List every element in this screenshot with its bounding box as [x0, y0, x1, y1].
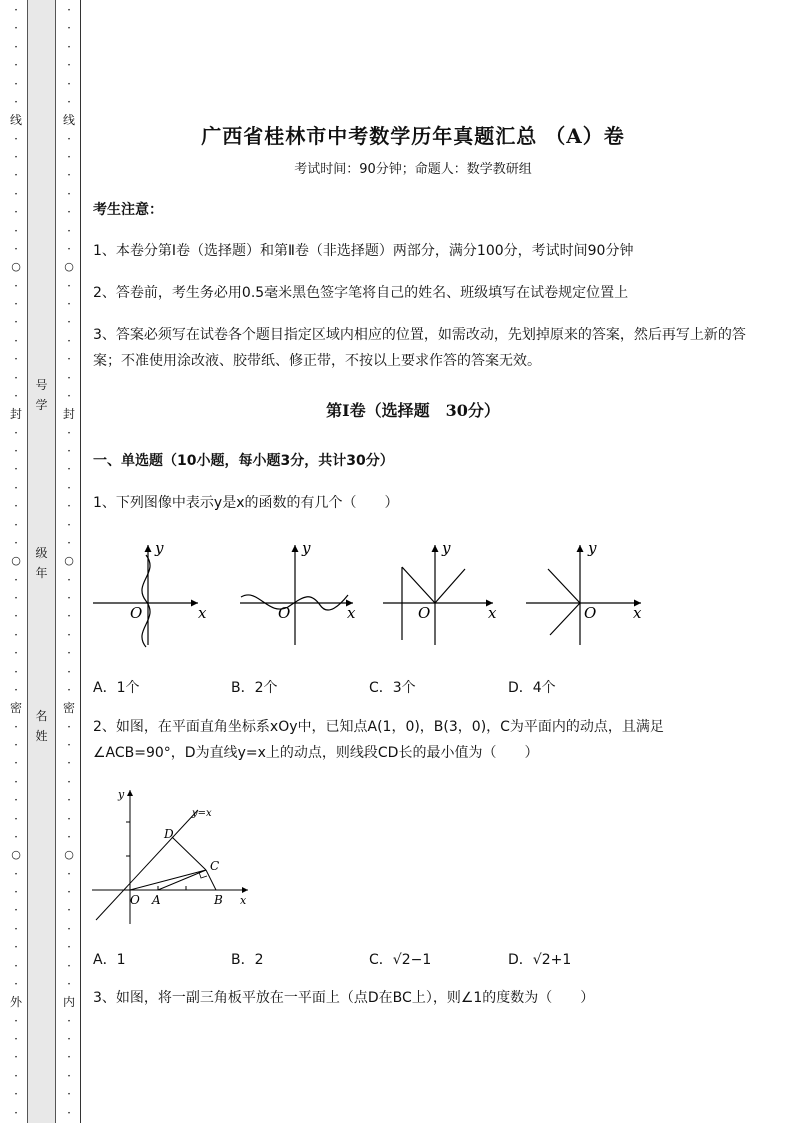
- q2-option-c[interactable]: C．√2−1: [369, 952, 432, 968]
- graph-1-x-label: x: [198, 604, 207, 622]
- graph-2: [240, 539, 356, 645]
- q1-option-b[interactable]: B．2个: [231, 680, 278, 696]
- q2-option-d[interactable]: D．√2+1: [508, 952, 572, 968]
- circle-mark: ○: [64, 260, 74, 274]
- circle-mark: ○: [64, 848, 74, 862]
- question-3-stem: 3、如图，将一副三角板平放在一平面上（点D在BC上），则∠1的度数为（ ）: [93, 990, 595, 1006]
- graph-2-origin-label: O: [278, 604, 291, 622]
- graph-1: [93, 539, 207, 647]
- notice-item-1: 1、本卷分第I卷（选择题）和第Ⅱ卷（非选择题）两部分，满分100分，考试时间90分钟: [93, 243, 634, 259]
- page-title: 广西省桂林市中考数学历年真题汇总 （A）卷: [201, 124, 625, 148]
- circle-mark: ○: [64, 554, 74, 568]
- outer-dot-column: · · · · · · 线 · · · · · · · ○ · · · · · · · 封 · · · · · · · ○ · · · · · · · 密 · · · · · · · ○ · · · · · · · 外 · · · · · ·: [9, 3, 22, 1120]
- question-2-figure: [88, 782, 258, 927]
- fig2-point-a: A: [152, 893, 161, 907]
- inner-label-xian: 线: [62, 113, 75, 128]
- graph-2-x-label: x: [347, 604, 356, 622]
- class-label: 级 年: [35, 546, 48, 580]
- q1-option-c[interactable]: C．3个: [369, 680, 416, 696]
- graph-3-y-label: y: [442, 539, 451, 557]
- outer-label-feng: 封: [9, 407, 22, 422]
- q1-option-d[interactable]: D．4个: [508, 680, 556, 696]
- outer-label-wai: 外: [9, 995, 22, 1010]
- inner-dot-column: · · · · · · 线 · · · · · · · ○ · · · · · · · 封 · · · · · · · ○ · · · · · · · 密 · · · · · · · ○ · · · · · · · 内 · · · · · ·: [62, 3, 75, 1120]
- graph-4: [526, 539, 642, 645]
- inner-label-mi: 密: [62, 701, 75, 716]
- question-2-stem-line-1: 2、如图，在平面直角坐标系xOy中，已知点A(1，0)，B(3，0)，C为平面内的动点，且满足: [93, 719, 664, 735]
- graph-4-x-label: x: [633, 604, 642, 622]
- q1-option-a[interactable]: A．1个: [93, 680, 140, 696]
- circle-mark: ○: [11, 848, 21, 862]
- student-number-label: 号 学: [35, 378, 48, 412]
- q2-option-b[interactable]: B．2: [231, 952, 264, 968]
- exam-subtitle: 考试时间：90分钟；命题人：数学教研组: [294, 162, 532, 177]
- q2-option-a[interactable]: A．1: [93, 952, 126, 968]
- graph-3-x-label: x: [488, 604, 497, 622]
- circle-mark: ○: [11, 260, 21, 274]
- graph-4-y-label: y: [588, 539, 597, 557]
- inner-label-feng: 封: [62, 407, 75, 422]
- question-2-stem-line-2: ∠ACB=90°，D为直线y=x上的动点，则线段CD长的最小值为（ ）: [93, 745, 539, 761]
- fig2-x-label: x: [240, 894, 247, 907]
- graph-3: [383, 539, 497, 645]
- binding-margin: [0, 0, 82, 1123]
- name-label: 名 姓: [35, 709, 48, 743]
- outer-label-xian: 线: [9, 113, 22, 128]
- circle-mark: ○: [11, 554, 21, 568]
- section-title: 第I卷（选择题 30分）: [326, 401, 500, 420]
- fig2-y-label: y: [118, 788, 125, 801]
- graph-1-origin-label: O: [130, 604, 143, 622]
- fig2-point-d: D: [164, 827, 174, 841]
- graph-1-y-label: y: [155, 539, 164, 557]
- notice-heading: 考生注意：: [93, 202, 163, 218]
- fig2-line-label: y=x: [192, 808, 212, 819]
- notice-item-2: 2、答卷前，考生务必用0.5毫米黑色签字笔将自己的姓名、班级填写在试卷规定位置上: [93, 285, 629, 301]
- notice-item-3: 3、答案必须写在试卷各个题目指定区域内相应的位置，如需改动，先划掉原来的答案，然后再写上新的答案；不准使用涂改液、胶带纸、修正带，不按以上要求作答的答案无效。: [93, 327, 746, 369]
- fig2-point-b: B: [214, 893, 223, 907]
- outer-label-mi: 密: [9, 701, 22, 716]
- fig2-origin: O: [130, 893, 140, 907]
- question-1-graphs: [88, 535, 658, 655]
- binding-rule: [80, 0, 81, 1123]
- graph-4-origin-label: O: [584, 604, 597, 622]
- question-1-stem: 1、下列图像中表示y是x的函数的有几个（ ）: [93, 495, 399, 511]
- inner-label-nei: 内: [62, 995, 75, 1010]
- student-info-strip: [27, 0, 56, 1123]
- fig2-point-c: C: [210, 859, 220, 873]
- part-heading: 一、单选题（10小题，每小题3分，共计30分）: [93, 453, 394, 469]
- graph-2-y-label: y: [302, 539, 311, 557]
- graph-3-origin-label: O: [418, 604, 431, 622]
